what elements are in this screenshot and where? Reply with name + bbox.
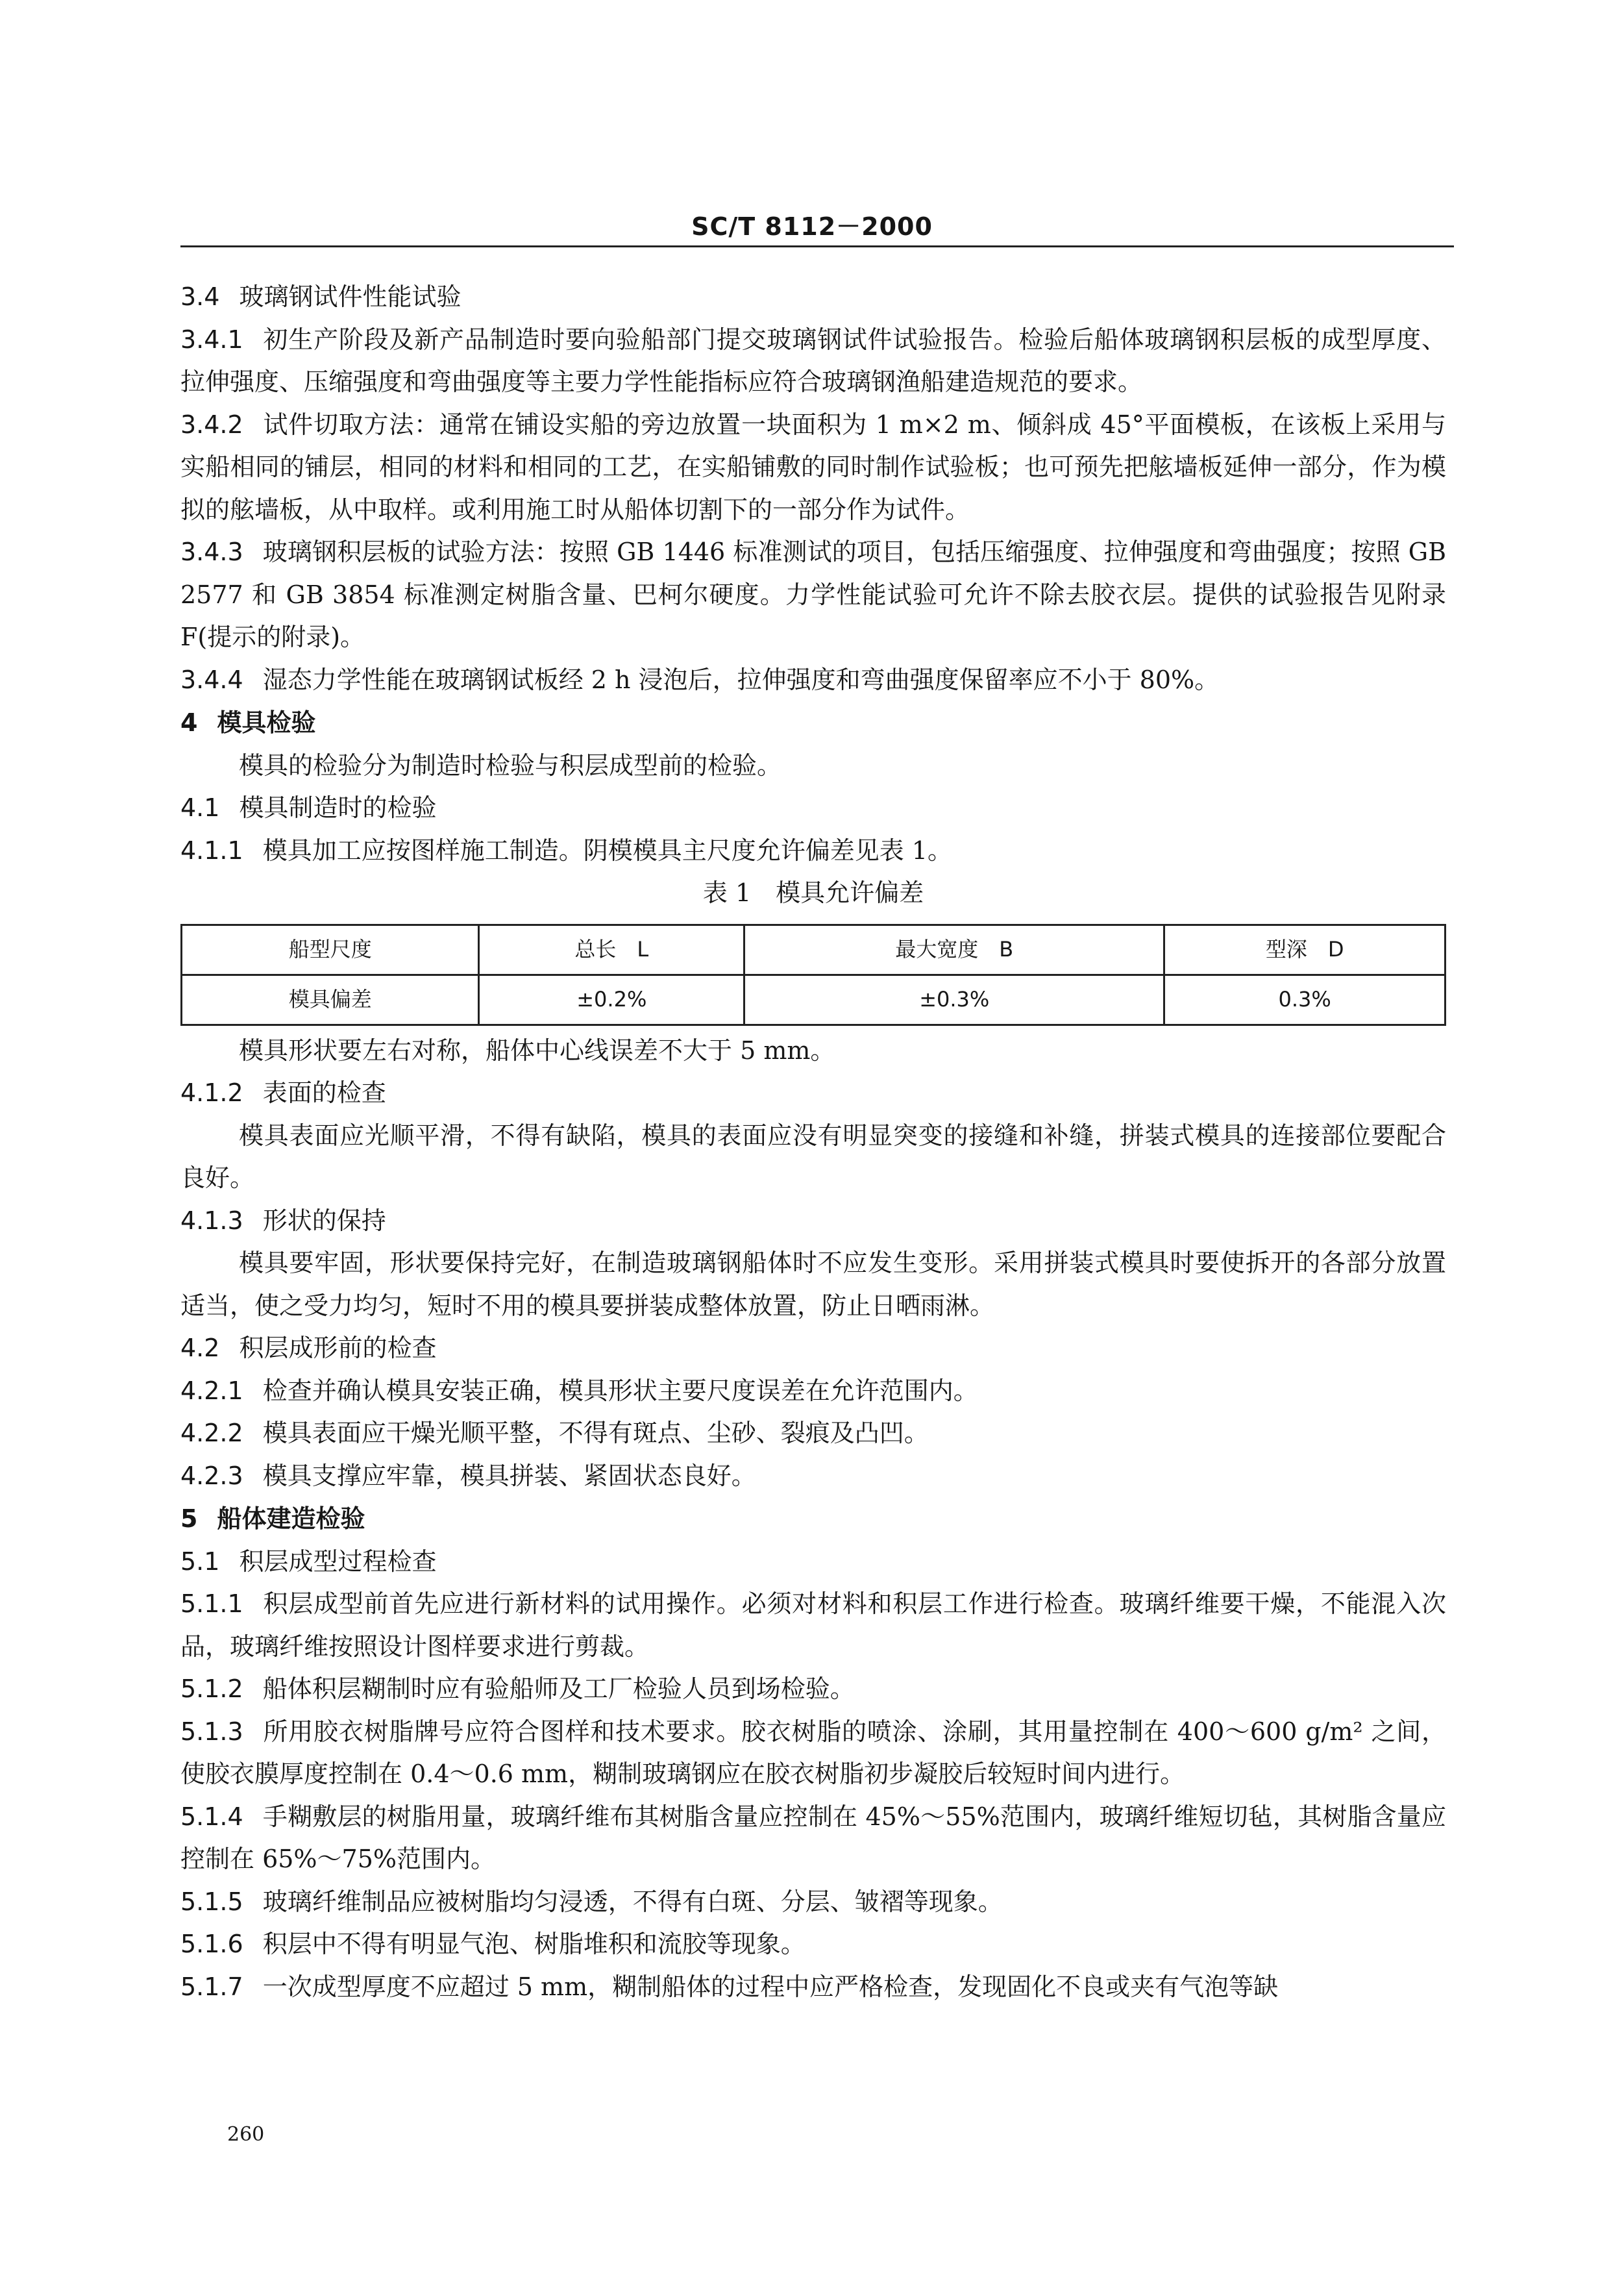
page-content [180, 276, 1446, 2008]
clause-3-4-2: 3.4.2 试件切取方法：通常在铺设实船的旁边放置一块面积为 1 m×2 m、倾斜成 45°平面模板，在该板上采用与实船相同的铺层，相同的材料和相同的工艺，在实船铺敷的同时制作试验板；也可预先把舷墙板延伸一部分，作为模拟的舷墙板，从中取样。或利用施工时从船体切割下的一部分作为试件。 [180, 410, 1446, 524]
clause-4-2-3: 4.2.3 模具支撑应牢靠，模具拼装、紧固状态良好。 [180, 1461, 756, 1490]
table-cell: ±0.2% [479, 975, 744, 1025]
table-header-cell: 船型尺度 [182, 925, 479, 975]
section-4-intro: 模具的检验分为制造时检验与积层成型前的检验。 [239, 751, 782, 780]
section-4-heading: 4 模具检验 [180, 708, 316, 737]
clause-4-1-2: 4.1.2 表面的检查 [180, 1078, 386, 1107]
table-row [182, 975, 1446, 1025]
clause-4-1-1: 4.1.1 模具加工应按图样施工制造。阴模模具主尺度允许偏差见表 1。 [180, 836, 952, 865]
table-1-caption: 表 1 模具允许偏差 [702, 878, 924, 907]
clause-5-1-3: 5.1.3 所用胶衣树脂牌号应符合图样和技术要求。胶衣树脂的喷涂、涂刷，其用量控制在 400～600 g/m² 之间，使胶衣膜厚度控制在 0.4～0.6 mm，糊制玻璃钢应在胶衣树脂初步凝胶后较短时间内进行。 [180, 1717, 1446, 1788]
page-number: 260 [227, 2123, 265, 2146]
clause-4-1-3-body: 模具要牢固，形状要保持完好，在制造玻璃钢船体时不应发生变形。采用拼装式模具时要使拆开的各部分放置适当，使之受力均匀，短时不用的模具要拼装成整体放置，防止日晒雨淋。 [180, 1249, 1446, 1320]
table-header-row [182, 925, 1446, 975]
clause-5-1-4: 5.1.4 手糊敷层的树脂用量，玻璃纤维布其树脂含量应控制在 45%～55%范围内，玻璃纤维短切毡，其树脂含量应控制在 65%～75%范围内。 [180, 1802, 1446, 1873]
section-5-heading: 5 船体建造检验 [180, 1504, 365, 1533]
table-header-cell: 总长 L [479, 925, 744, 975]
clause-5-1-2: 5.1.2 船体积层糊制时应有验船师及工厂检验人员到场检验。 [180, 1674, 855, 1703]
table-cell: 模具偏差 [182, 975, 479, 1025]
clause-4-2-2: 4.2.2 模具表面应干燥光顺平整，不得有斑点、尘砂、裂痕及凸凹。 [180, 1419, 929, 1447]
clause-5-1-1: 5.1.1 积层成型前首先应进行新材料的试用操作。必须对材料和积层工作进行检查。玻璃纤维要干燥，不能混入次品，玻璃纤维按照设计图样要求进行剪裁。 [180, 1589, 1446, 1661]
clause-4-2: 4.2 积层成形前的检查 [180, 1334, 437, 1362]
clause-5-1-6: 5.1.6 积层中不得有明显气泡、树脂堆积和流胶等现象。 [180, 1930, 806, 1958]
clause-4-2-1: 4.2.1 检查并确认模具安装正确，模具形状主要尺度误差在允许范围内。 [180, 1376, 978, 1405]
table-header-cell: 最大宽度 B [744, 925, 1164, 975]
clause-5-1-7: 5.1.7 一次成型厚度不应超过 5 mm，糊制船体的过程中应严格检查，发现固化不良或夹有气泡等缺 [180, 1972, 1279, 2001]
header-rule [180, 245, 1454, 247]
clause-3-4: 3.4 玻璃钢试件性能试验 [180, 282, 461, 311]
clause-4-1: 4.1 模具制造时的检验 [180, 793, 437, 822]
clause-5-1: 5.1 积层成型过程检查 [180, 1547, 437, 1576]
clause-3-4-4: 3.4.4 湿态力学性能在玻璃钢试板经 2 h 浸泡后，拉伸强度和弯曲强度保留率应不小于 80%。 [180, 665, 1220, 694]
table-cell: 0.3% [1164, 975, 1446, 1025]
mold-tolerance-table [180, 924, 1446, 1026]
clause-5-1-5: 5.1.5 玻璃纤维制品应被树脂均匀浸透，不得有白斑、分层、皱褶等现象。 [180, 1887, 1003, 1916]
symmetry-note: 模具形状要左右对称，船体中心线误差不大于 5 mm。 [239, 1036, 835, 1065]
clause-4-1-3: 4.1.3 形状的保持 [180, 1206, 386, 1235]
table-header-cell: 型深 D [1164, 925, 1446, 975]
clause-3-4-3: 3.4.3 玻璃钢积层板的试验方法：按照 GB 1446 标准测试的项目，包括压缩强度、拉伸强度和弯曲强度；按照 GB 2577 和 GB 3854 标准测定树脂含量、巴柯尔硬度。力学性能试验可允许不除去胶衣层。提供的试验报告见附录 F(提示的附录)。 [180, 538, 1446, 651]
table-cell: ±0.3% [744, 975, 1164, 1025]
document-code-header: SC/T 8112－2000 [691, 212, 933, 241]
clause-3-4-1: 3.4.1 初生产阶段及新产品制造时要向验船部门提交玻璃钢试件试验报告。检验后船体玻璃钢积层板的成型厚度、拉伸强度、压缩强度和弯曲强度等主要力学性能指标应符合玻璃钢渔船建造规范的要求。 [180, 325, 1446, 396]
clause-4-1-2-body: 模具表面应光顺平滑，不得有缺陷，模具的表面应没有明显突变的接缝和补缝，拼装式模具的连接部位要配合良好。 [180, 1121, 1446, 1192]
